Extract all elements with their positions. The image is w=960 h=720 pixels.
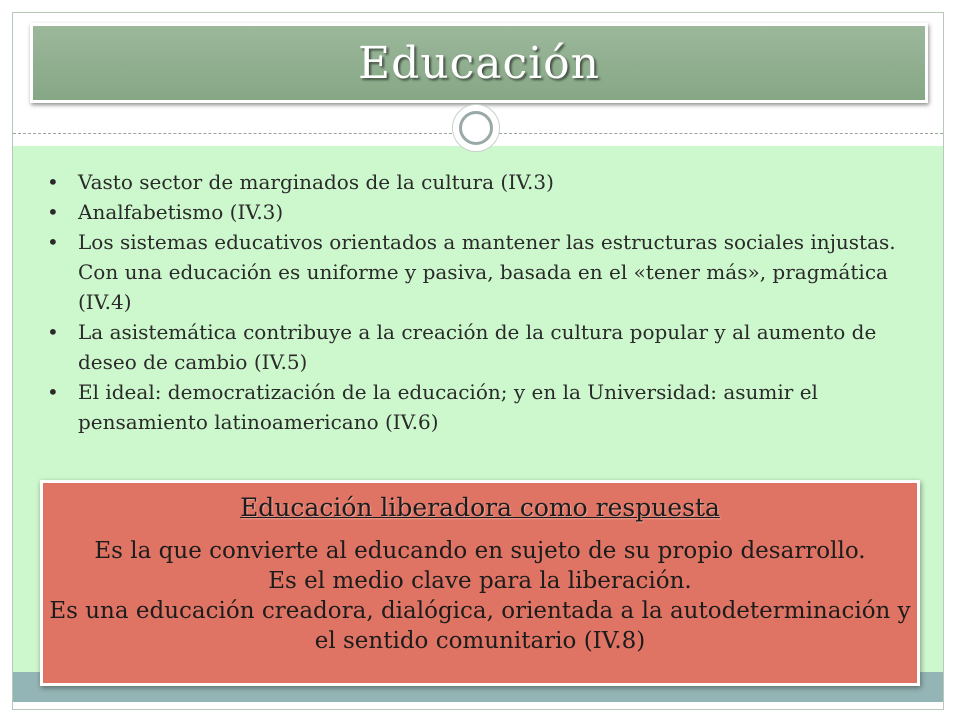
bullet-item: • Vasto sector de marginados de la cultura (IV.3) — [40, 167, 920, 197]
circle-ring-icon — [452, 104, 500, 152]
bullet-list — [40, 167, 920, 437]
bullet-item: • Los sistemas educativos orientados a mantener las estructuras sociales injustas. Con una educación es uniforme y pasiva, basada en el «tener más», pragmática (IV.4) — [40, 227, 920, 317]
bullet-item: • Analfabetismo (IV.3) — [40, 197, 920, 227]
title-banner — [30, 23, 928, 103]
slide-title: Educación — [357, 37, 601, 89]
callout-line: Es el medio clave para la liberación. — [268, 568, 692, 594]
callout-line: Es una educación creadora, dialógica, orientada a la autodeterminación y el sentido comunitario (IV.8) — [49, 598, 911, 654]
bullet-item: • La asistemática contribuye a la creación de la cultura popular y al aumento de deseo de cambio (IV.5) — [40, 317, 920, 377]
callout-line: Es la que convierte al educando en sujeto de su propio desarrollo. — [94, 538, 866, 564]
bullet-item: • El ideal: democratización de la educación; y en la Universidad: asumir el pensamiento latinoamericano (IV.6) — [40, 377, 920, 437]
callout-heading: Educación liberadora como respuesta — [240, 493, 720, 522]
callout-body — [43, 536, 917, 656]
callout-box — [40, 480, 920, 686]
